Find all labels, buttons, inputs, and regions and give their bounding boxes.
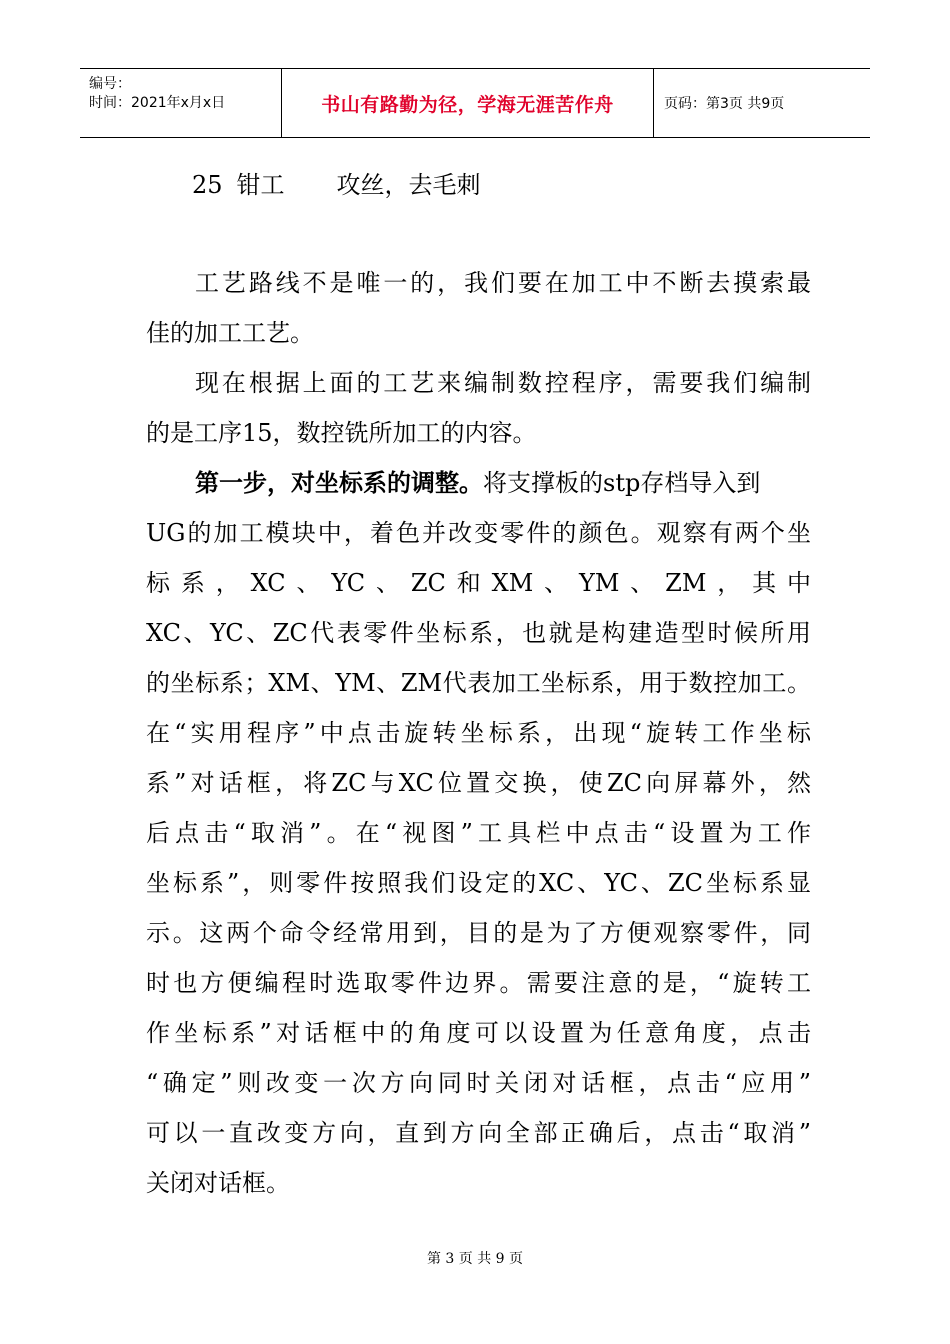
- paragraph-line: 可以一直改变方向，直到方向全部正确后，点击“取消”: [146, 1119, 811, 1147]
- paragraph-line: 在“实用程序”中点击旋转坐标系，出现“旋转工作坐标: [146, 719, 811, 747]
- paragraph-line: UG的加工模块中，着色并改变零件的颜色。观察有两个坐: [146, 519, 811, 547]
- paragraph-line: 工艺路线不是唯一的，我们要在加工中不断去摸索最: [195, 269, 811, 297]
- paragraph-line: 现在根据上面的工艺来编制数控程序，需要我们编制: [195, 369, 811, 397]
- paragraph-line: XC、YC、ZC代表零件坐标系，也就是构建造型时候所用: [146, 619, 811, 647]
- paragraph-line: 佳的加工工艺。: [146, 319, 314, 347]
- paragraph-line: 关闭对话框。: [146, 1169, 290, 1197]
- header-motto: 书山有路勤为径，学海无涯苦作舟: [321, 93, 614, 116]
- paragraph-line: 示。这两个命令经常用到，目的是为了方便观察零件，同: [146, 919, 811, 947]
- step-worker: 钳工: [236, 171, 285, 199]
- step-task: 攻丝，去毛刺: [336, 171, 481, 199]
- step1-heading: 第一步，对坐标系的调整。: [195, 468, 483, 497]
- document-date-label: 时间：2021年x月x日: [89, 95, 226, 111]
- paragraph-line: 作坐标系”对话框中的角度可以设置为任意角度，点击: [146, 1019, 811, 1047]
- paragraph-line: 的坐标系；XM、YM、ZM代表加工坐标系，用于数控加工。: [146, 669, 811, 697]
- header-info-cell: [80, 69, 282, 137]
- paragraph-line: “确定”则改变一次方向同时关闭对话框，点击“应用”: [146, 1069, 811, 1097]
- step1-line-rest: 将支撑板的stp存档导入到: [483, 469, 761, 497]
- step1-first-line: [195, 468, 860, 498]
- paragraph-line: 后点击“取消”。在“视图”工具栏中点击“设置为工作: [146, 819, 811, 847]
- document-number-label: 编号：: [89, 76, 131, 92]
- page-footer: 第 3 页 共 9 页: [426, 1251, 524, 1267]
- paragraph-line: 的是工序15，数控铣所加工的内容。: [146, 419, 537, 447]
- step-number: 25: [192, 171, 223, 199]
- paragraph-line: 标系，XC、YC、ZC和XM、YM、ZM，其中: [146, 569, 811, 597]
- paragraph-line: 系”对话框，将ZC与XC位置交换，使ZC向屏幕外，然: [146, 769, 811, 797]
- header-page-number: 页码：第3页 共9页: [664, 96, 785, 112]
- header-page-cell: [654, 69, 870, 137]
- process-step-row: [192, 170, 857, 200]
- paragraph-line: 时也方便编程时选取零件边界。需要注意的是，“旋转工: [146, 969, 811, 997]
- page-header: [80, 68, 870, 138]
- header-motto-cell: [282, 69, 654, 137]
- paragraph-line: 坐标系”，则零件按照我们设定的XC、YC、ZC坐标系显: [146, 869, 811, 897]
